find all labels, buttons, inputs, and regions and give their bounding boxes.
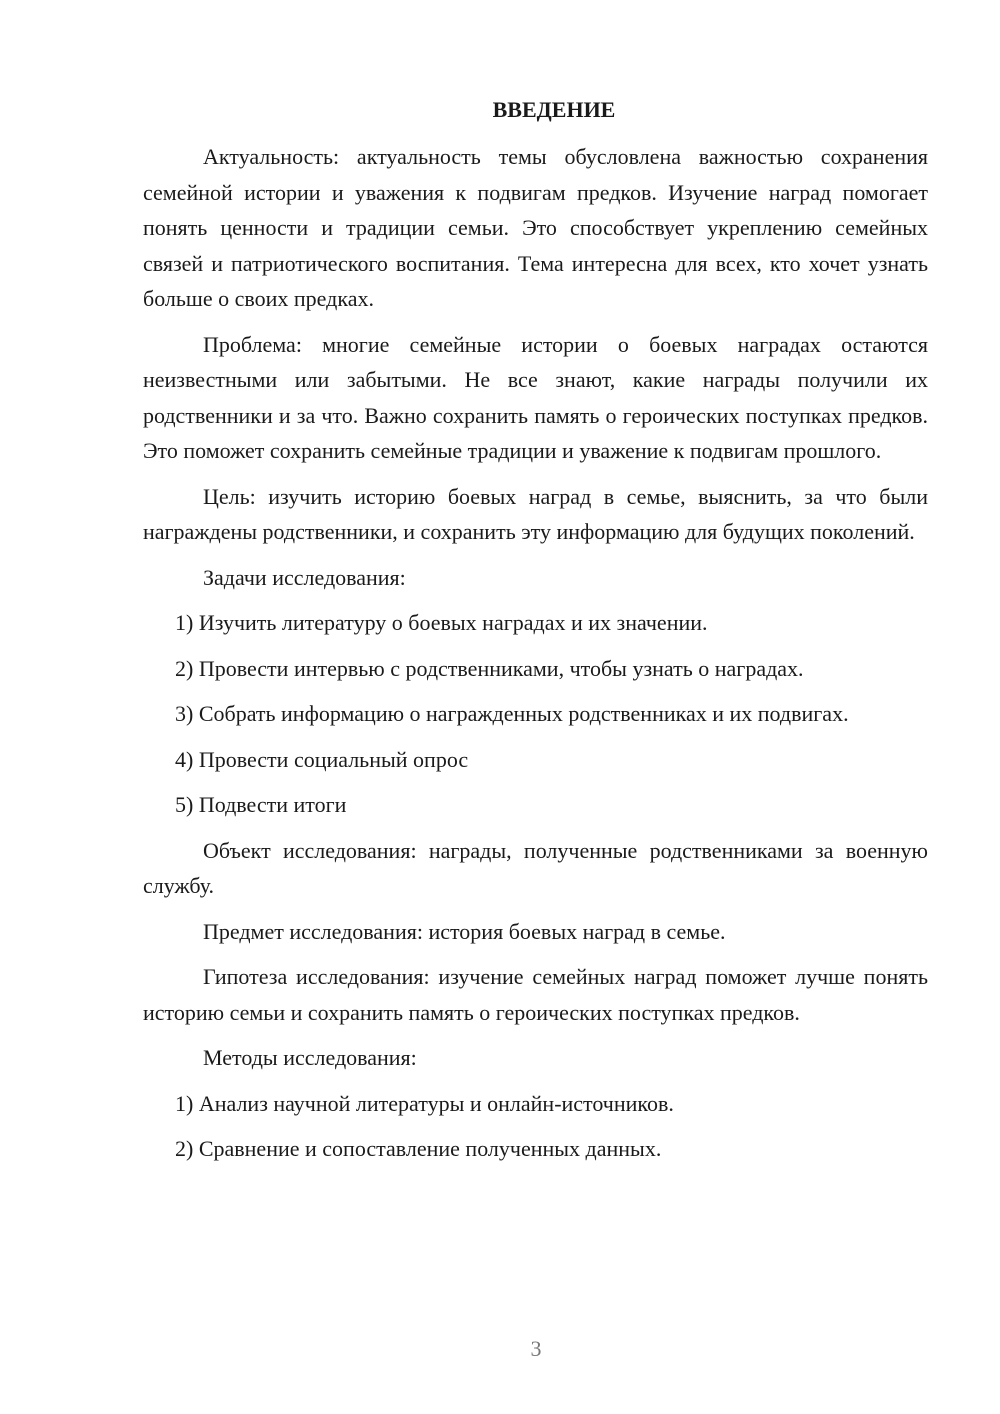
paragraph-subject: Предмет исследования: история боевых наград в семье. bbox=[203, 918, 726, 944]
task-item-4: 4) Провести социальный опрос bbox=[175, 746, 469, 772]
tasks-heading: Задачи исследования: bbox=[203, 564, 406, 590]
method-item-2: 2) Сравнение и сопоставление полученных данных. bbox=[175, 1136, 662, 1161]
paragraph-object: Объект исследования: награды, полученные родственниками за военную службу. bbox=[143, 837, 928, 898]
paragraph-goal: Цель: изучить историю боевых наград в семье, выяснить, за что были награждены родственники, и сохранить эту информацию для будущих поколений. bbox=[143, 483, 928, 544]
task-item-2: 2) Провести интервью с родственниками, чтобы узнать о наградах. bbox=[175, 655, 804, 681]
task-item-5: 5) Подвести итоги bbox=[175, 792, 347, 817]
method-item-1: 1) Анализ научной литературы и онлайн-источников. bbox=[175, 1090, 674, 1116]
paragraph-hypothesis: Гипотеза исследования: изучение семейных наград поможет лучше понять историю семьи и сохранить память о героических поступках предков. bbox=[143, 964, 928, 1025]
paragraph-problem: Проблема: многие семейные истории о боевых наградах остаются неизвестными или забытыми. Не все знают, какие награды получили их родственники и за что. Важно сохранить память о героических поступках предков. Это поможет сохранить семейные традиции и уважение к подвигам прошлого. bbox=[143, 331, 928, 463]
page-number: 3 bbox=[530, 1336, 542, 1361]
section-title: ВВЕДЕНИЕ bbox=[492, 97, 616, 122]
task-item-1: 1) Изучить литературу о боевых наградах и их значении. bbox=[175, 610, 708, 635]
paragraph-relevance: Актуальность: актуальность темы обусловлена важностью сохранения семейной истории и уважения к подвигам предков. Изучение наград помогает понять ценности и традиции семьи. Это способствует укреплению семейных связей и патриотического воспитания. Тема интересна для всех, кто хочет узнать больше о своих предках. bbox=[143, 144, 928, 311]
page-content bbox=[143, 94, 928, 1167]
task-item-3: 3) Собрать информацию о награжденных родственниках и их подвигах. bbox=[175, 701, 849, 726]
methods-heading: Методы исследования: bbox=[203, 1045, 417, 1070]
